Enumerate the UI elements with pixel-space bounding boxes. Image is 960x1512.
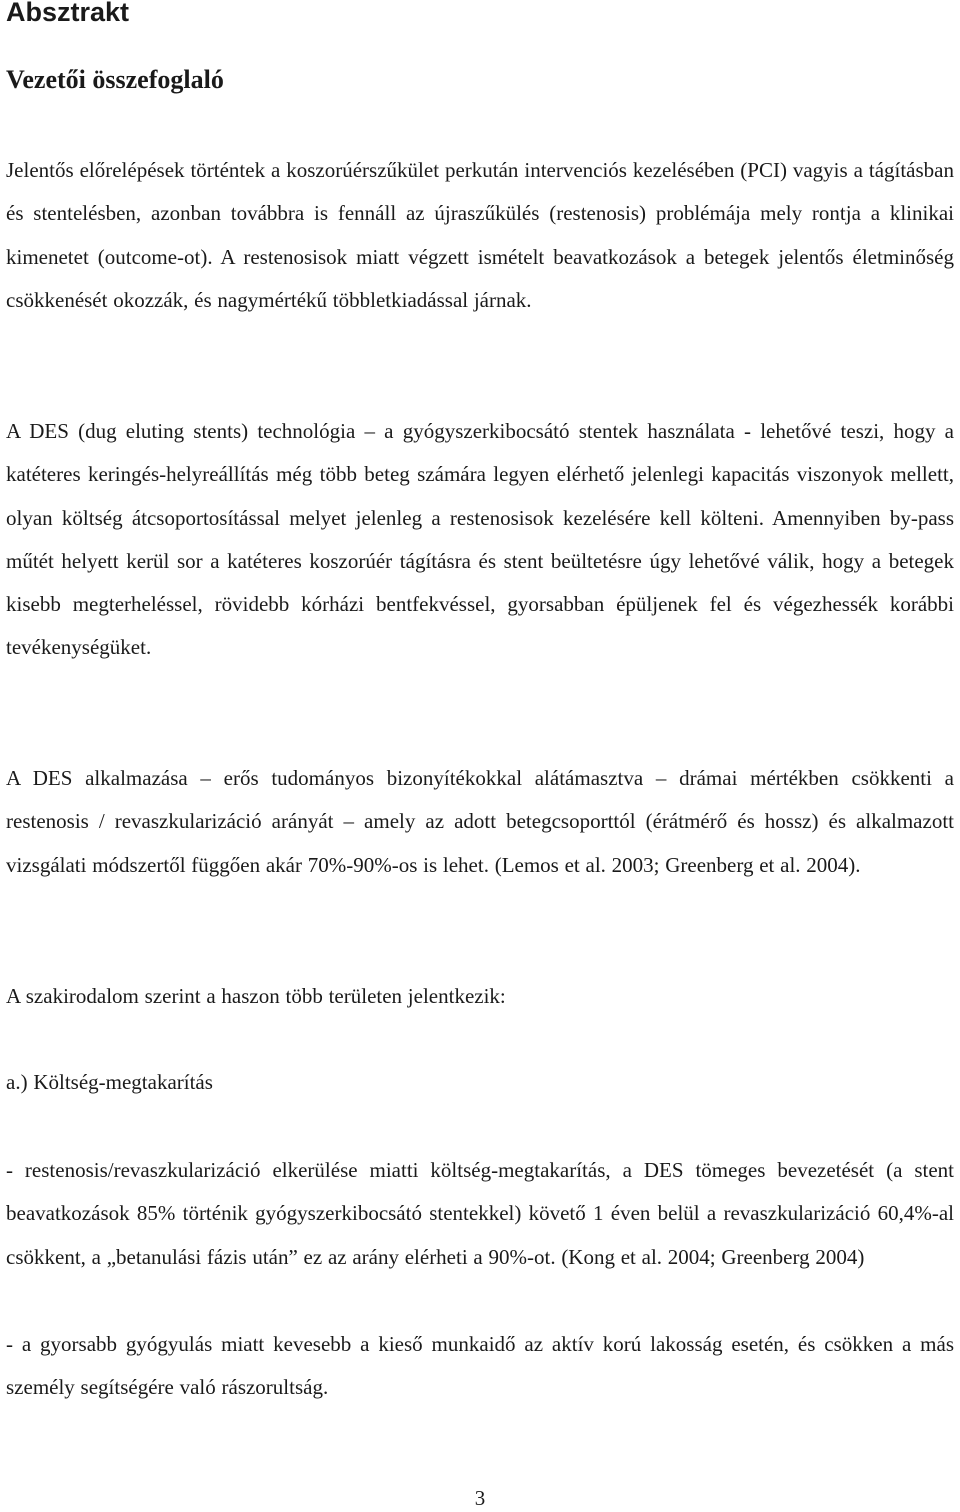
list-item-faster-recovery: - a gyorsabb gyógyulás miatt kevesebb a kieső munkaidő az aktív korú lakosság esetén, és csökken a más személy segítségére való rászorultság. <box>6 1332 954 1400</box>
section-heading: Vezetői összefoglaló <box>6 65 224 94</box>
paragraph-cost-savings-heading: a.) Költség-megtakarítás <box>6 1070 213 1094</box>
page-heading: Absztrakt <box>6 0 130 27</box>
paragraph-des-technology: A DES (dug eluting stents) technológia – a gyógyszerkibocsátó stentek használata - lehetővé teszi, hogy a katéteres keringés-helyreállítás még több beteg számára legyen elérhető jelenlegi kapacitás viszonyok mellett, olyan költség átcsoportosítással melyet jelenleg a restenosisok kezelésére kell költeni. Amennyiben by-pass műtét helyett kerül sor a katéteres koszorúér tágításra és stent beültetésre úgy lehetővé válik, hogy a betegek kisebb megterheléssel, rövidebb kórházi bentfekvéssel, gyorsabban épüljenek fel és végezhessék korábbi tevékenységüket. <box>6 419 954 660</box>
paragraph-des-application: A DES alkalmazása – erős tudományos bizonyítékokkal alátámasztva – drámai mértékben csökkenti a restenosis / revaszkularizáció arányát – amely az adott betegcsoporttól (érátmérő és hossz) és alkalmazott vizsgálati módszertől függően akár 70%-90%-os is lehet. (Lemos et al. 2003; Greenberg et al. 2004). <box>6 766 954 877</box>
page-number: 3 <box>474 1486 486 1510</box>
list-item-revascularization: - restenosis/revaszkularizáció elkerülése miatti költség-megtakarítás, a DES tömeges bevezetését (a stent beavatkozások 85% történik gyógyszerkibocsátó stentekkel) követő 1 éven belül a revaszkularizáció 60,4%-al csökkent, a „betanulási fázis után” ez az arány elérheti a 90%-ot. (Kong et al. 2004; Greenberg 2004) <box>6 1158 954 1269</box>
paragraph-intro: Jelentős előrelépések történtek a koszorúérszűkület perkután intervenciós kezelésében (PCI) vagyis a tágításban és stentelésben, azonban továbbra is fennáll az újraszűkülés (restenosis) problémája mely rontja a klinikai kimenetet (outcome-ot). A restenosisok miatt végzett ismételt beavatkozások a betegek jelentős életminőség csökkenését okozzák, és nagymértékű többletkiadással járnak. <box>6 158 954 312</box>
paragraph-benefits-intro: A szakirodalom szerint a haszon több területen jelentkezik: <box>6 984 506 1008</box>
